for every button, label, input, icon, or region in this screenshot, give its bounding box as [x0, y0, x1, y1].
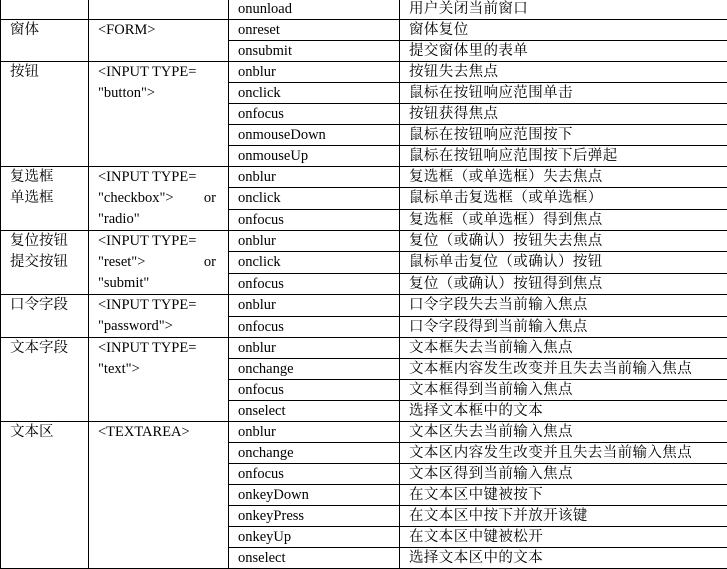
event-name: onclick: [229, 252, 400, 273]
html-tag-line: [98, 231, 228, 252]
event-name: onunload: [229, 0, 400, 20]
html-tag-cell: [89, 231, 229, 295]
event-name: onsubmit: [229, 41, 400, 62]
event-name: onblur: [229, 422, 400, 443]
event-name: onfocus: [229, 273, 400, 294]
event-description: 复选框（或单选框）得到焦点: [400, 209, 727, 230]
table-row: [1, 20, 727, 41]
event-description: 鼠标单击复选框（或单选框）: [400, 188, 727, 209]
event-name: onblur: [229, 338, 400, 359]
html-tag-cell: [89, 422, 229, 569]
html-tag-text: "password">: [98, 318, 173, 334]
html-tag-text: <INPUT TYPE=: [98, 340, 196, 356]
table-row: [1, 0, 727, 20]
element-type-cell: [1, 20, 89, 62]
event-name: onchange: [229, 359, 400, 380]
event-description: 按钮获得焦点: [400, 104, 727, 125]
html-tag-text: "submit": [98, 275, 149, 291]
element-type-cell: [1, 422, 89, 569]
table-row: [1, 167, 727, 188]
html-tag-line: [98, 359, 228, 380]
element-type-label: 文本字段: [10, 338, 88, 359]
event-table-body: [1, 0, 727, 569]
event-description: 鼠标在按钮响应范围按下: [400, 125, 727, 146]
element-type-label: 复选框: [10, 167, 88, 188]
html-tag-line: [98, 422, 228, 443]
event-name: onchange: [229, 443, 400, 464]
event-description: 口令字段失去当前输入焦点: [400, 295, 727, 317]
html-tag-cell: [89, 62, 229, 167]
event-description: 复位（或确认）按钮失去焦点: [400, 231, 727, 252]
event-description: 文本区得到当前输入焦点: [400, 464, 727, 485]
html-tag-line: [98, 20, 228, 41]
tag-or-label: or: [204, 252, 216, 273]
event-description: 选择文本区中的文本: [400, 548, 727, 569]
event-description: 复选框（或单选框）失去焦点: [400, 167, 727, 188]
event-description: 鼠标单击复位（或确认）按钮: [400, 252, 727, 273]
html-tag-line: [98, 252, 228, 273]
html-tag-cell: [89, 0, 229, 20]
event-name: onkeyDown: [229, 485, 400, 506]
table-row: [1, 231, 727, 252]
html-tag-text: <INPUT TYPE=: [98, 233, 196, 249]
html-tag-text: "checkbox">: [98, 188, 174, 209]
html-tag-cell: [89, 167, 229, 231]
event-description: 窗体复位: [400, 20, 727, 41]
html-tag-text: <INPUT TYPE=: [98, 64, 196, 80]
event-description: 鼠标在按钮响应范围按下后弹起: [400, 146, 727, 167]
element-type-label: 窗体: [10, 20, 88, 41]
element-type-label: 单选框: [10, 188, 88, 209]
element-type-label: 文本区: [10, 422, 88, 443]
event-description: 在文本区中键被松开: [400, 527, 727, 548]
event-name: onkeyPress: [229, 506, 400, 527]
event-name: onfocus: [229, 464, 400, 485]
event-name: onselect: [229, 548, 400, 569]
event-name: onblur: [229, 295, 400, 317]
element-type-cell: [1, 231, 89, 295]
event-description: 鼠标在按钮响应范围单击: [400, 83, 727, 104]
html-tag-text: "text">: [98, 361, 140, 377]
element-type-label: 按钮: [10, 62, 88, 83]
html-tag-line: [98, 338, 228, 359]
event-name: onfocus: [229, 209, 400, 230]
event-description: 文本框内容发生改变并且失去当前输入焦点: [400, 359, 727, 380]
table-row: [1, 338, 727, 359]
event-name: onclick: [229, 83, 400, 104]
html-tag-text: "radio": [98, 211, 140, 227]
html-tag-line: [98, 209, 228, 230]
event-name: onreset: [229, 20, 400, 41]
table-row: [1, 295, 727, 317]
html-tag-line: [98, 188, 228, 209]
event-name: onblur: [229, 167, 400, 188]
event-name: onblur: [229, 62, 400, 83]
html-tag-cell: [89, 295, 229, 338]
html-tag-line: [98, 295, 228, 316]
event-description: 文本区内容发生改变并且失去当前输入焦点: [400, 443, 727, 464]
event-description: 选择文本框中的文本: [400, 401, 727, 422]
html-tag-text: <TEXTAREA>: [98, 424, 190, 440]
event-name: onclick: [229, 188, 400, 209]
event-name: onkeyUp: [229, 527, 400, 548]
event-description: 在文本区中按下并放开该键: [400, 506, 727, 527]
event-description: 复位（或确认）按钮得到焦点: [400, 273, 727, 294]
tag-or-label: or: [204, 188, 216, 209]
event-name: onmouseDown: [229, 125, 400, 146]
element-type-cell: [1, 167, 89, 231]
table-row: [1, 422, 727, 443]
element-type-cell: [1, 338, 89, 422]
html-tag-text: <INPUT TYPE=: [98, 169, 196, 185]
event-name: onmouseUp: [229, 146, 400, 167]
event-name: onselect: [229, 401, 400, 422]
html-tag-text: <INPUT TYPE=: [98, 297, 196, 313]
html-tag-text: <FORM>: [98, 22, 155, 38]
html-tag-line: [98, 83, 228, 104]
event-name: onfocus: [229, 380, 400, 401]
html-tag-cell: [89, 20, 229, 62]
element-type-label: 复位按钮: [10, 231, 88, 252]
html-tag-line: [98, 167, 228, 188]
event-description: 文本框失去当前输入焦点: [400, 338, 727, 359]
table-row: [1, 62, 727, 83]
element-type-cell: [1, 62, 89, 167]
event-description: 提交窗体里的表单: [400, 41, 727, 62]
event-description: 在文本区中键被按下: [400, 485, 727, 506]
html-tag-cell: [89, 338, 229, 422]
event-description: 文本框得到当前输入焦点: [400, 380, 727, 401]
event-name: onfocus: [229, 316, 400, 338]
html-tag-text: "reset">: [98, 252, 145, 273]
event-name: onblur: [229, 231, 400, 252]
html-tag-line: [98, 316, 228, 337]
event-name: onfocus: [229, 104, 400, 125]
element-type-label: 提交按钮: [10, 252, 88, 273]
element-type-cell: [1, 0, 89, 20]
html-tag-line: [98, 273, 228, 294]
event-description: 口令字段得到当前输入焦点: [400, 316, 727, 338]
event-description: 用户关闭当前窗口: [400, 0, 727, 20]
element-type-cell: [1, 295, 89, 338]
html-tag-line: [98, 62, 228, 83]
element-type-label: 口令字段: [10, 295, 88, 316]
html-tag-text: "button">: [98, 85, 155, 101]
event-description: 按钮失去焦点: [400, 62, 727, 83]
event-description: 文本区失去当前输入焦点: [400, 422, 727, 443]
